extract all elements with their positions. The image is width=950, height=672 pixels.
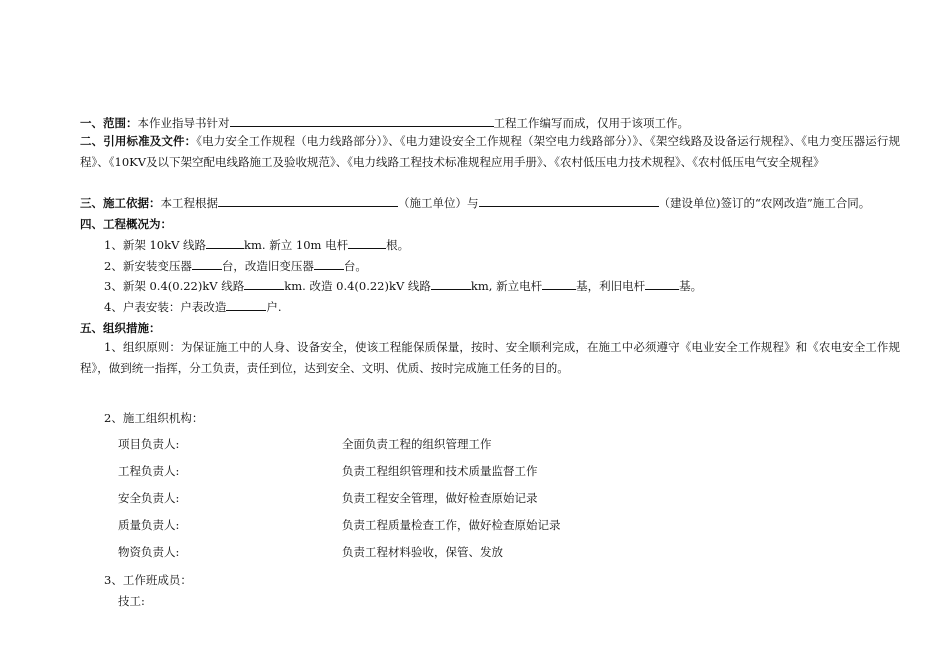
pole-count-blank — [348, 237, 386, 249]
overview-item-4 — [104, 299, 281, 315]
item3-text-b: km. 改造 0.4(0.22)kV 线路 — [284, 279, 431, 293]
org-heading — [80, 320, 161, 336]
references-label: 二、引用标准及文件： — [80, 134, 197, 148]
lv-new-km-blank — [244, 278, 284, 290]
item2-text-a: 2、新安装变压器 — [104, 259, 192, 273]
references-paragraph — [80, 131, 900, 173]
construction-unit-blank — [218, 195, 398, 207]
scope-line — [80, 115, 689, 131]
crew-heading: 3、工作班成员： — [104, 573, 192, 587]
line-km-blank — [206, 237, 244, 249]
duty-quality-lead: 负责工程质量检查工作，做好检查原始记录 — [342, 518, 561, 532]
duty-materials-lead: 负责工程材料验收，保管、发放 — [342, 545, 503, 559]
technician-label: 技工: — [118, 594, 145, 608]
references-text: 《电力安全工作规程（电力线路部分）》、《电力建设安全工作规程（架空电力线路部分）》、《架空线路及设备运行规程》、《电力变压器运行规程》、《10KV及以下架空配电线路施工及验收规范》、《电力线路工程技术标准规程应用手册》、《农村低压电力技术规程》、《农村低压电气安全规程》 — [80, 134, 900, 169]
item1-text-b: km. 新立 10m 电杆 — [244, 238, 349, 252]
meter-count-blank — [226, 299, 266, 311]
item3-text-d: 基，利旧电杆 — [576, 279, 646, 293]
duty-safety-lead: 负责工程安全管理，做好检查原始记录 — [342, 491, 538, 505]
item1-text-c: 根。 — [386, 238, 410, 252]
scope-label: 一、范围： — [80, 116, 138, 130]
basis-pre: 本工程根据 — [160, 196, 218, 210]
new-pole-blank — [542, 278, 576, 290]
item2-text-c: 台。 — [343, 259, 367, 273]
role-safety-lead: 安全负责人: — [118, 491, 180, 505]
role-engineering-lead: 工程负责人: — [118, 464, 180, 478]
duty-engineering-lead: 负责工程组织管理和技术质量监督工作 — [342, 464, 538, 478]
lv-renovate-km-blank — [431, 278, 471, 290]
overview-item-2 — [104, 258, 367, 274]
scope-post: 工程工作编写而成，仅用于该项工作。 — [493, 116, 689, 130]
overview-heading — [80, 216, 172, 232]
item3-text-e: 基。 — [679, 279, 703, 293]
owner-unit-blank — [479, 195, 659, 207]
role-materials-lead: 物资负责人: — [118, 545, 180, 559]
item1-text-a: 1、新架 10kV 线路 — [104, 238, 207, 252]
overview-label: 四、工程概况为： — [80, 217, 172, 231]
org-structure-heading: 2、施工组织机构： — [104, 411, 204, 425]
org-principle-paragraph: 1、组织原则：为保证施工中的人身、设备安全，使该工程能保质保量，按时、安全顺利完成，在施工中必须遵守《电业安全工作规程》和《农电安全工作规程》，做到统一指挥，分工负责，责任到位，达到安全、文明、优质、按时完成施工任务的目的。 — [80, 340, 900, 375]
new-transformer-blank — [192, 258, 222, 270]
reuse-pole-blank — [645, 278, 679, 290]
basis-post: （建设单位)签订的“农网改造”施工合同。 — [658, 196, 871, 210]
overview-item-3 — [104, 278, 702, 294]
basis-line — [80, 195, 870, 211]
basis-label: 三、施工依据： — [80, 196, 161, 210]
role-project-lead: 项目负责人: — [118, 437, 180, 451]
item2-text-b: 台，改造旧变压器 — [221, 259, 314, 273]
scope-pre: 本作业指导书针对 — [137, 116, 230, 130]
item4-text-a: 4、户表安装：户表改造 — [104, 300, 227, 314]
overview-item-1 — [104, 237, 409, 253]
duty-project-lead: 全面负责工程的组织管理工作 — [342, 437, 492, 451]
project-name-blank — [230, 115, 494, 127]
role-quality-lead: 质量负责人: — [118, 518, 180, 532]
org-label: 五、组织措施： — [80, 321, 161, 335]
item4-text-b: 户. — [266, 300, 282, 314]
basis-mid: （施工单位）与 — [398, 196, 479, 210]
old-transformer-blank — [314, 258, 344, 270]
item3-text-a: 3、新架 0.4(0.22)kV 线路 — [104, 279, 245, 293]
item3-text-c: km, 新立电杆 — [470, 279, 543, 293]
